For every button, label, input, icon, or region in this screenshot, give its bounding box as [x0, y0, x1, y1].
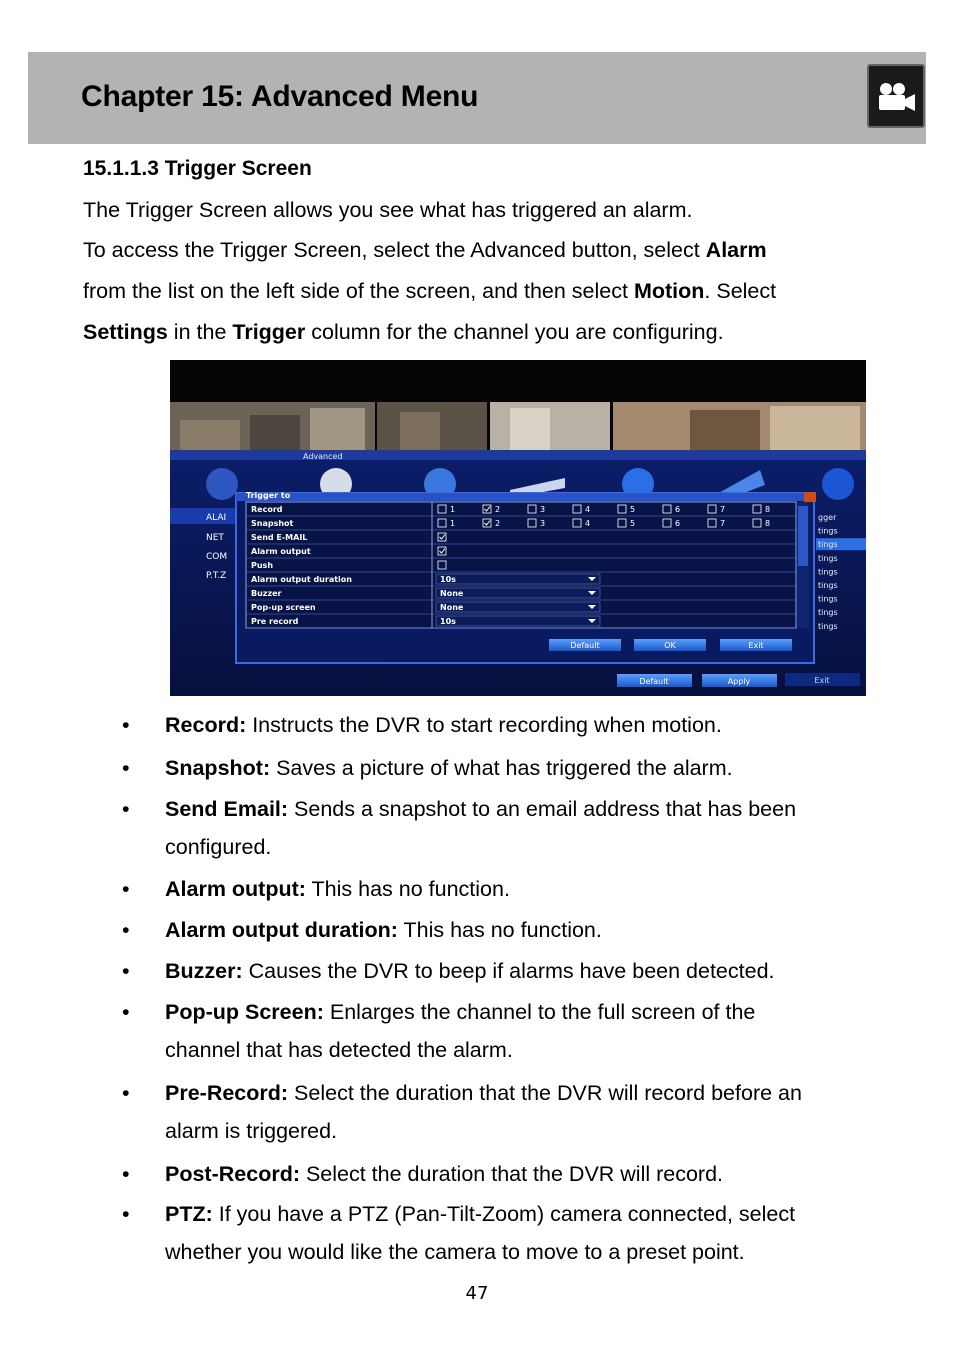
trigger-row-label: Buzzer: [251, 589, 282, 598]
bullet-term: Send Email:: [165, 797, 289, 821]
bullet-text: [165, 870, 875, 909]
intro-paragraph: The Trigger Screen allows you see what has triggered an alarm.: [83, 198, 693, 222]
bullet-cont-text: channel that has detected the alarm.: [165, 1038, 513, 1062]
trigger-row-label: Record: [251, 505, 283, 514]
channel-number: 2: [495, 505, 501, 514]
trigger-screen-screenshot: [170, 360, 866, 696]
channel-number: 5: [630, 505, 636, 514]
bullet-term: Buzzer:: [165, 959, 243, 983]
trigger-row-label: Pre record: [251, 617, 299, 626]
side-menu-item-alarm: ALAI: [206, 513, 227, 523]
row-select: [436, 616, 600, 626]
page-number: 47: [465, 1283, 489, 1304]
bullet-term: Alarm output duration:: [165, 918, 398, 942]
trigger-row-label: Send E-MAIL: [251, 533, 308, 542]
bullet-glyph: •: [122, 1081, 130, 1105]
channel-number: 2: [495, 519, 501, 528]
svg-text:Apply: Apply: [727, 677, 751, 686]
bullet-desc: This has no function.: [397, 918, 602, 942]
bullet-glyph: •: [122, 918, 130, 942]
bullet-text: [165, 1155, 875, 1194]
trigger-row-label: Alarm output: [251, 547, 311, 556]
bullet-text: [165, 993, 875, 1032]
bullet-text: [165, 952, 875, 991]
bullet-glyph: •: [122, 1162, 130, 1186]
bullet-desc: Causes the DVR to beep if alarms have been detected.: [242, 959, 775, 983]
settings-link: tings: [818, 553, 838, 563]
trigger-row-label: Pop-up screen: [251, 603, 316, 612]
settings-link: tings: [818, 567, 838, 577]
bullet-cont-text: configured.: [165, 835, 272, 859]
bullet-text: [165, 790, 875, 829]
instruction-line-2: from the list on the left side of the screen, and then select Motion. Select: [83, 279, 777, 303]
window-title: Advanced: [303, 452, 343, 461]
settings-link: gger: [818, 513, 837, 522]
channel-number: 6: [675, 505, 681, 514]
bullet-desc: If you have a PTZ (Pan-Tilt-Zoom) camera connected, select: [212, 1202, 796, 1226]
section-heading: 15.1.1.3 Trigger Screen: [83, 157, 312, 180]
channel-number: 4: [585, 519, 591, 528]
channel-number: 4: [585, 505, 591, 514]
settings-link: tings: [818, 540, 838, 550]
svg-text:Exit: Exit: [814, 676, 830, 685]
settings-link: tings: [818, 581, 838, 590]
side-menu-item-com: COM: [206, 552, 228, 562]
channel-number: 6: [675, 519, 681, 528]
instruction-line-3: Settings in the Trigger column for the channel you are configuring.: [83, 320, 724, 344]
bullet-text: [165, 1074, 875, 1113]
bullet-desc: Enlarges the channel to the full screen of the: [323, 1000, 756, 1024]
instruction-line-1: To access the Trigger Screen, select the Advanced button, select Alarm: [83, 238, 767, 262]
channel-number: 3: [540, 519, 546, 528]
channel-number: 8: [765, 505, 771, 514]
bullet-glyph: •: [122, 1000, 130, 1024]
row-select-value: None: [440, 589, 464, 598]
channel-number: 7: [720, 505, 726, 514]
svg-text:Default: Default: [639, 677, 669, 686]
row-select-value: 10s: [440, 617, 456, 626]
bullet-desc: Select the duration that the DVR will record before an: [288, 1081, 802, 1105]
svg-text:OK: OK: [664, 641, 676, 650]
svg-text:Exit: Exit: [748, 641, 764, 650]
settings-link: tings: [818, 526, 838, 536]
trigger-row-label: Alarm output duration: [251, 575, 352, 584]
bullet-cont-text: whether you would like the camera to move to a preset point.: [165, 1240, 745, 1264]
bullet-cont-text: alarm is triggered.: [165, 1119, 338, 1143]
channel-number: 7: [720, 519, 726, 528]
side-menu-item-ptz: P.T.Z: [206, 571, 227, 581]
channel-number: 8: [765, 519, 771, 528]
bullet-desc: Saves a picture of what has triggered the alarm.: [270, 756, 733, 780]
bullet-text: [165, 706, 875, 745]
chapter-title: Chapter 15: Advanced Menu: [81, 80, 479, 113]
row-select-value: None: [440, 603, 464, 612]
camera-feed-strip: [170, 402, 866, 450]
channel-number: 5: [630, 519, 636, 528]
bullet-text: [165, 911, 875, 950]
row-select-value: 10s: [440, 575, 456, 584]
row-select: [436, 574, 600, 584]
bullet-glyph: •: [122, 1202, 130, 1226]
bullet-text: [165, 1195, 875, 1234]
channel-number: 1: [450, 519, 456, 528]
channel-number: 1: [450, 505, 456, 514]
bullet-term: Post-Record:: [165, 1162, 300, 1186]
bullet-term: PTZ:: [165, 1202, 213, 1226]
bullet-term: Pre-Record:: [165, 1081, 289, 1105]
bullet-glyph: •: [122, 877, 130, 901]
bullet-text: [165, 749, 875, 788]
bullet-term: Pop-up Screen:: [165, 1000, 324, 1024]
bullet-glyph: •: [122, 756, 130, 780]
settings-link: tings: [818, 594, 838, 604]
settings-link: tings: [818, 608, 838, 618]
channel-number: 3: [540, 505, 546, 514]
dialog-title: Trigger to: [246, 491, 291, 500]
trigger-row-label: Push: [251, 561, 274, 570]
bullet-desc: Sends a snapshot to an email address that has been: [288, 797, 797, 821]
bullet-term: Record:: [165, 713, 247, 737]
svg-text:Default: Default: [570, 641, 600, 650]
bullet-glyph: •: [122, 713, 130, 737]
bullet-term: Snapshot:: [165, 756, 271, 780]
bullet-desc: Select the duration that the DVR will record.: [299, 1162, 724, 1186]
bullet-glyph: •: [122, 797, 130, 821]
video-camera-icon: [867, 64, 925, 128]
bullet-glyph: •: [122, 959, 130, 983]
bullet-term: Alarm output:: [165, 877, 306, 901]
bullet-desc: Instructs the DVR to start recording when motion.: [246, 713, 722, 737]
settings-link: tings: [818, 621, 838, 631]
trigger-row-label: Snapshot: [251, 519, 294, 528]
bullet-desc: This has no function.: [305, 877, 510, 901]
side-menu-item-network: NET: [206, 533, 224, 543]
